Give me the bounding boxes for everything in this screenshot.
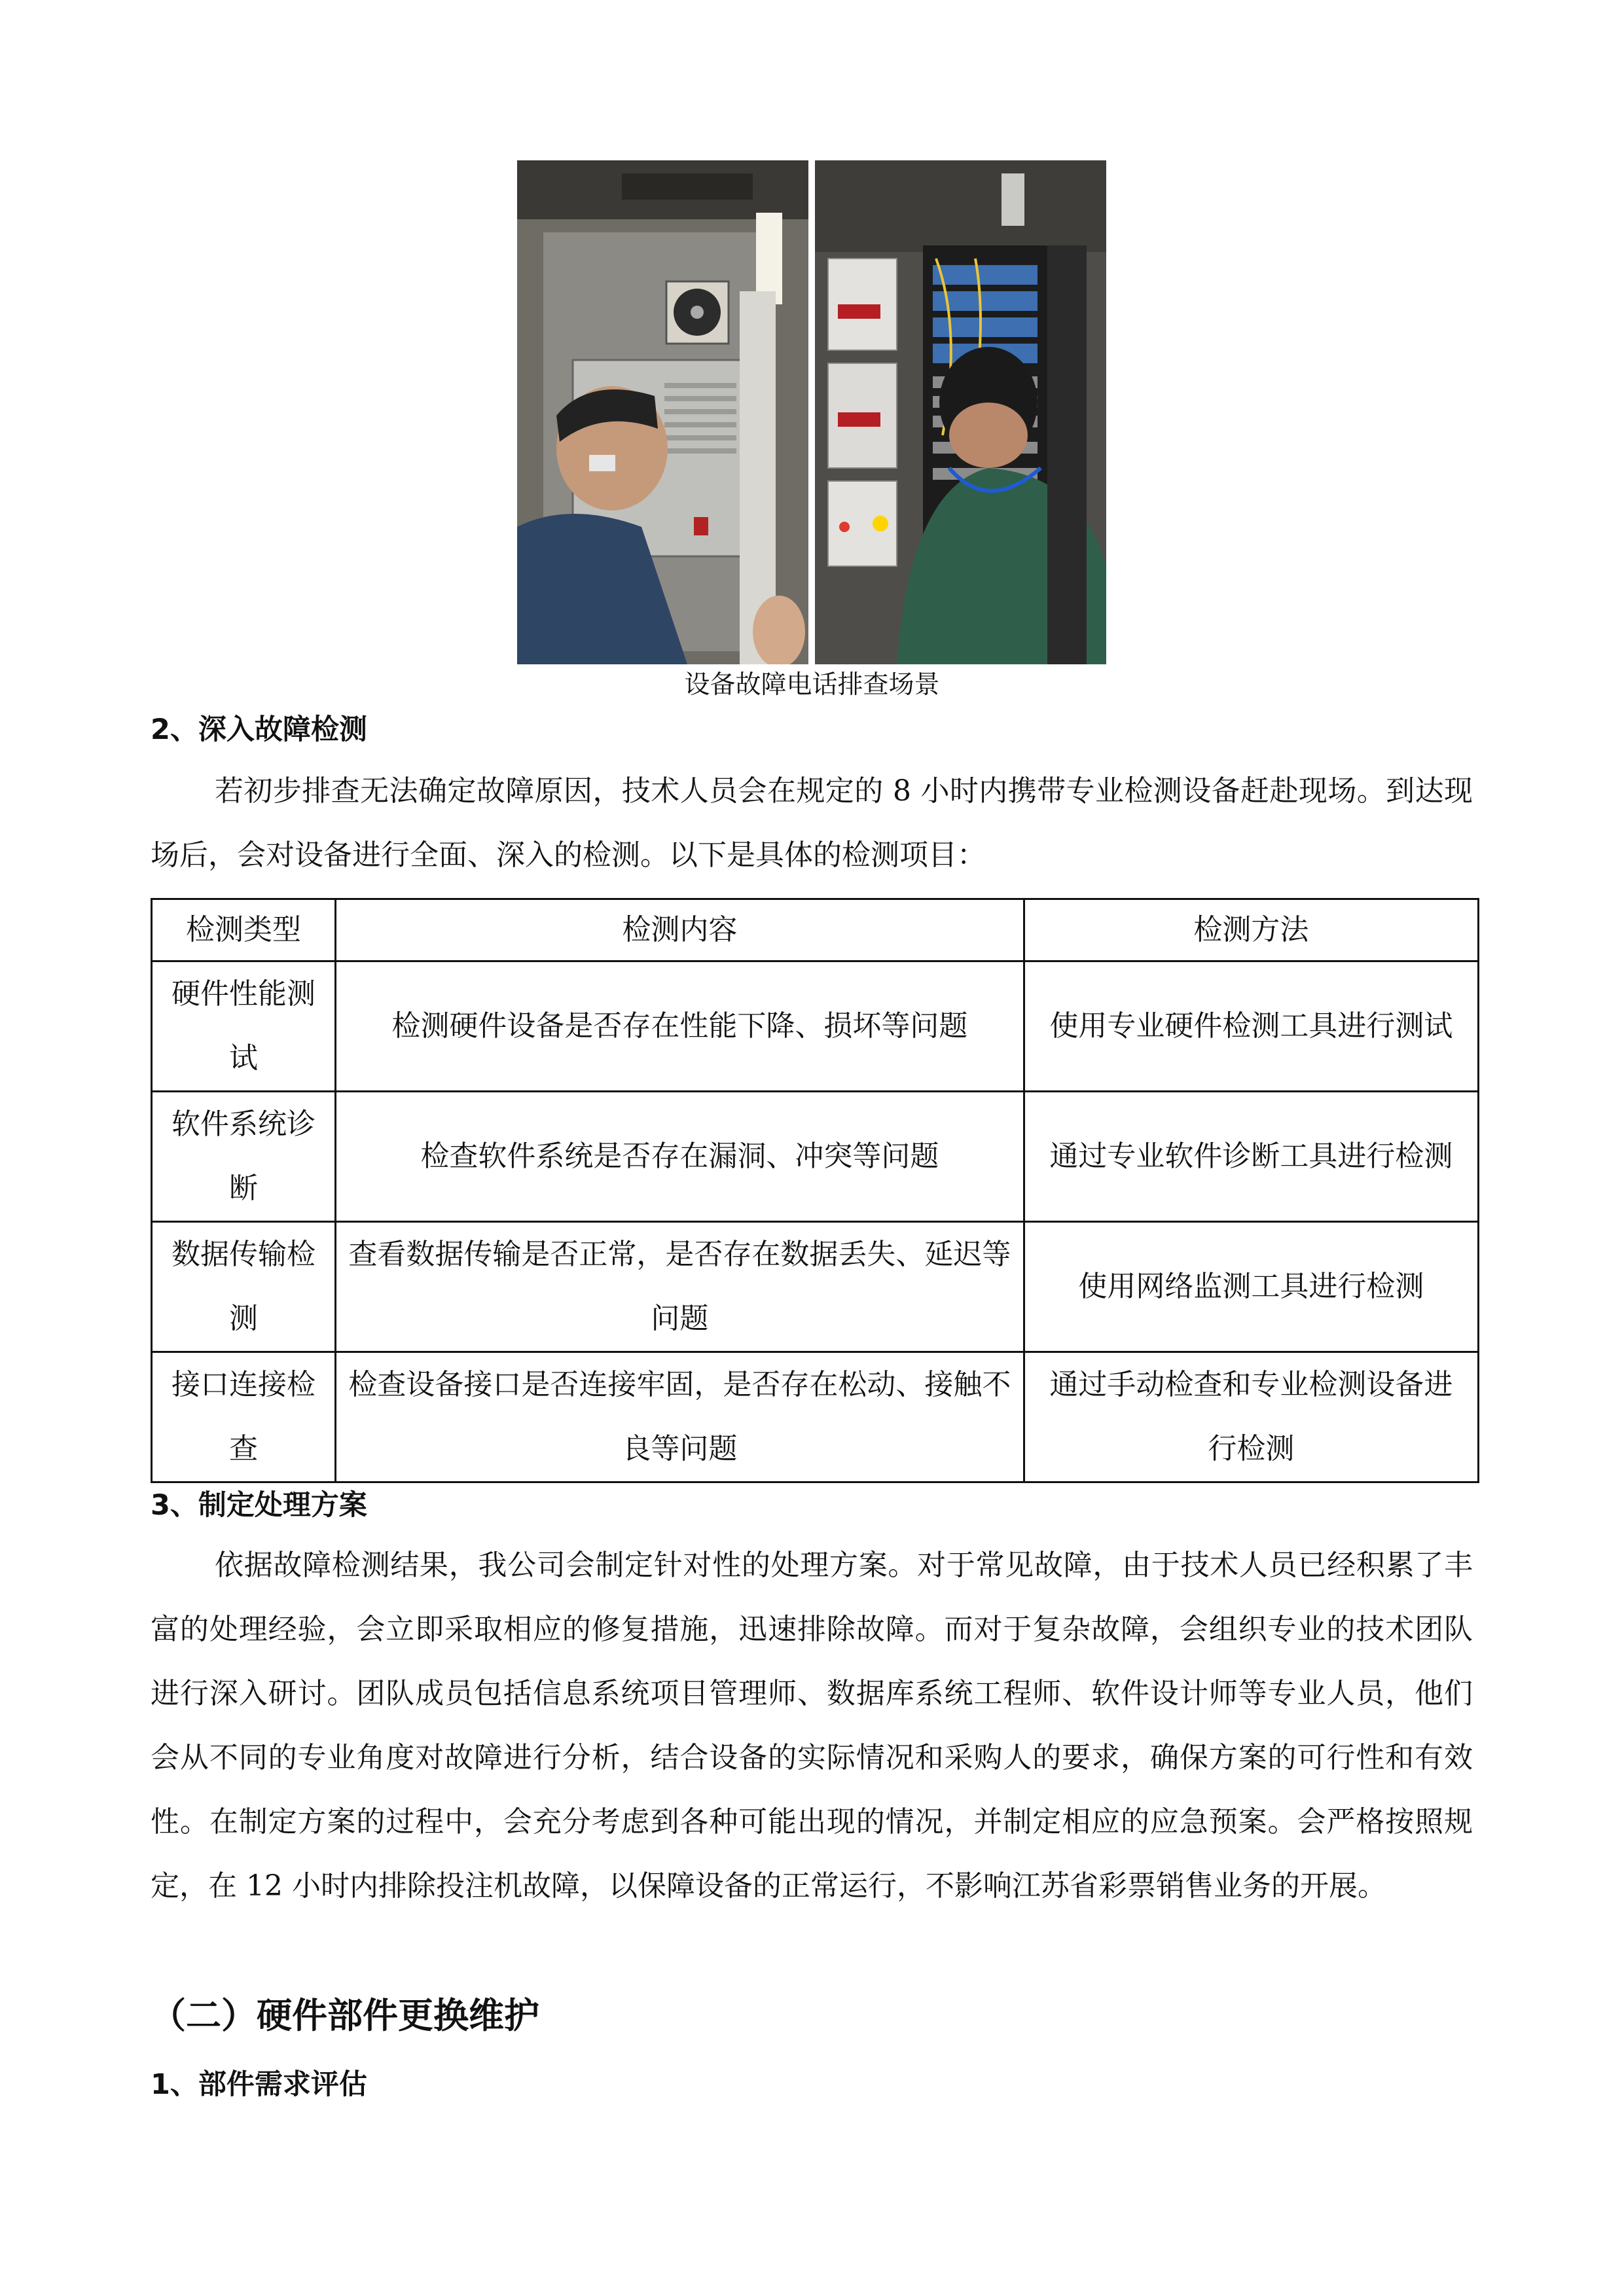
table-row bbox=[152, 1222, 1479, 1352]
table-cell-method: 通过专业软件诊断工具进行检测 bbox=[1024, 1092, 1478, 1222]
table-header-row bbox=[152, 899, 1479, 961]
table-cell-method: 使用网络监测工具进行检测 bbox=[1024, 1222, 1478, 1352]
table-cell-content: 查看数据传输是否正常，是否存在数据丢失、延迟等问题 bbox=[336, 1222, 1024, 1352]
left-scene bbox=[517, 160, 808, 664]
table-header-cell: 检测方法 bbox=[1024, 899, 1478, 961]
table-row bbox=[152, 1092, 1479, 1222]
section-paragraph-deep-detection: 若初步排查无法确定故障原因，技术人员会在规定的 8 小时内携带专业检测设备赶赴现场。到达现场后，会对设备进行全面、深入的检测。以下是具体的检测项目： bbox=[151, 774, 1473, 872]
table-cell-method: 通过手动检查和专业检测设备进行检测 bbox=[1024, 1352, 1478, 1482]
table-cell-type: 硬件性能测试 bbox=[152, 961, 336, 1092]
figure-caption: 设备故障电话排查场景 bbox=[684, 670, 940, 700]
table-row bbox=[152, 1352, 1479, 1482]
section-heading-requirement-assessment: 1、部件需求评估 bbox=[151, 2068, 367, 2101]
table-cell-type: 软件系统诊断 bbox=[152, 1092, 336, 1222]
detection-items-table bbox=[151, 898, 1479, 1483]
table-row bbox=[152, 961, 1479, 1092]
section-paragraph-handling-plan: 依据故障检测结果，我公司会制定针对性的处理方案。对于常见故障，由于技术人员已经积累了丰富的处理经验，会立即采取相应的修复措施，迅速排除故障。而对于复杂故障，会组织专业的技术团队进行深入研讨。团队成员包括信息系统项目管理师、数据库系统工程师、软件设计师等专业人员，他们会从不同的专业角度对故障进行分析，结合设备的实际情况和采购人的要求，确保方案的可行性和有效性。在制定方案的过程中，会充分考虑到各种可能出现的情况，并制定相应的应急预案。会严格按照规定，在 12 小时内排除投注机故障，以保障设备的正常运行，不影响江苏省彩票销售业务的开展。 bbox=[151, 1549, 1473, 1903]
table-header-cell: 检测内容 bbox=[336, 899, 1024, 961]
right-scene bbox=[815, 160, 1106, 664]
chapter-heading-hardware-replacement: （二）硬件部件更换维护 bbox=[151, 1995, 539, 2036]
equipment-inspection-photo bbox=[517, 160, 1106, 664]
table-cell-type: 数据传输检测 bbox=[152, 1222, 336, 1352]
table-cell-content: 检查软件系统是否存在漏洞、冲突等问题 bbox=[336, 1092, 1024, 1222]
table-cell-content: 检查设备接口是否连接牢固，是否存在松动、接触不良等问题 bbox=[336, 1352, 1024, 1482]
section-heading-deep-detection: 2、深入故障检测 bbox=[151, 713, 367, 746]
table-cell-method: 使用专业硬件检测工具进行测试 bbox=[1024, 961, 1478, 1092]
table-cell-type: 接口连接检查 bbox=[152, 1352, 336, 1482]
table-header-cell: 检测类型 bbox=[152, 899, 336, 961]
table-cell-content: 检测硬件设备是否存在性能下降、损坏等问题 bbox=[336, 961, 1024, 1092]
section-heading-handling-plan: 3、制定处理方案 bbox=[151, 1489, 367, 1522]
